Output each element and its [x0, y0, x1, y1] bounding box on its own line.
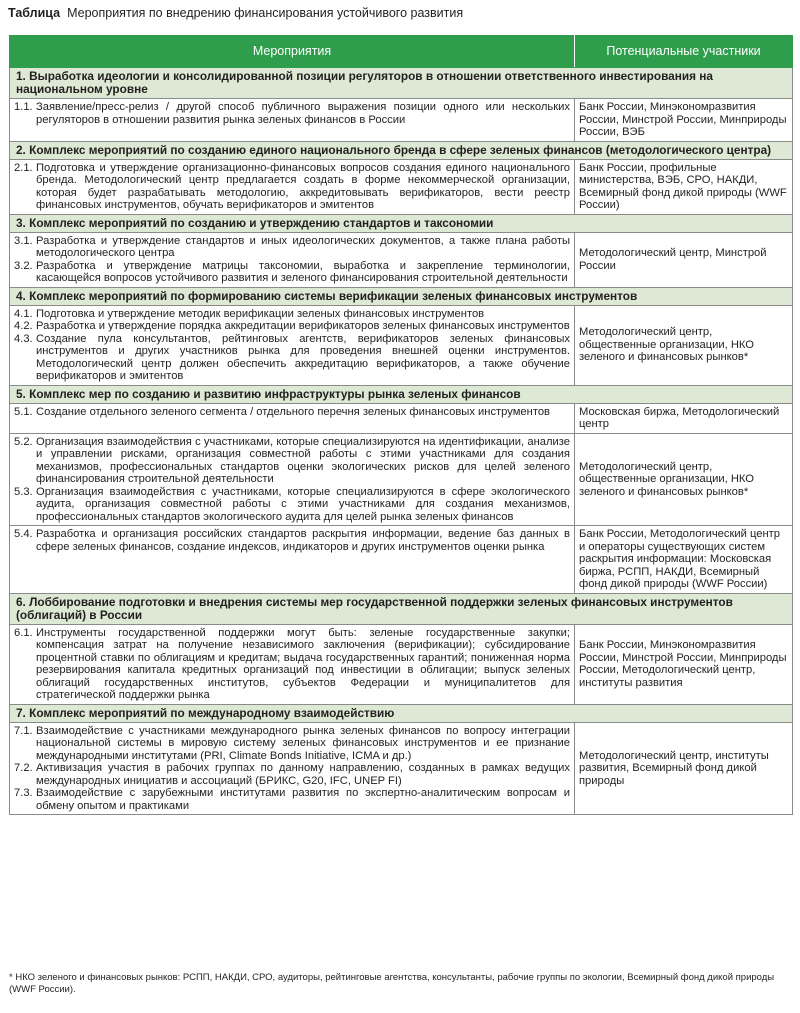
section-title: 6. Лоббирование подготовки и внедрения системы мер государственной поддержки зеленых финансовых инструментов (облигаций) в России — [10, 593, 793, 624]
measure-item — [14, 725, 570, 763]
section-title: 5. Комплекс мер по созданию и развитию инфраструктуры рынка зеленых финансов — [10, 385, 793, 403]
measure-number: 6.1. — [14, 626, 33, 639]
measure-text: Подготовка и утверждение организационно-финансовых вопросов создания единого национального бренда. Методологический центр предлагается создать в форме некоммерческой организации, которая будет разрабатывать методологию, аккредитовывать верификаторов, вести реестр финансовых инструментов, обучать верификаторов и эмитентов — [36, 161, 570, 211]
header-participants: Потенциальные участники — [575, 36, 793, 68]
section-row — [10, 704, 793, 722]
measures-cell — [10, 232, 575, 287]
table-header-row — [10, 36, 793, 68]
table-body — [10, 68, 793, 815]
measure-item — [14, 436, 570, 486]
measure-number: 5.3. — [14, 485, 33, 498]
participants-cell: Методологический центр, общественные организации, НКО зеленого и финансовых рынков* — [575, 305, 793, 385]
table-row — [10, 99, 793, 142]
participants-cell: Методологический центр, институты развития, Всемирный фонд дикой природы — [575, 722, 793, 815]
measure-text: Организация взаимодействия с участниками, которые специализируются на идентификации, анализе и управлении рисками, организация совместной работы с этими участниками для создания механизмов, профессиональных стандартов оценки экологических рисков для целей зеленого финансирования строительной деятельности — [36, 435, 570, 485]
measure-number: 4.2. — [14, 320, 33, 332]
measure-number: 7.2. — [14, 762, 33, 774]
participants-cell: Банк России, профильные министерства, ВЭБ, СРО, НАКДИ, Всемирный фонд дикой природы (WWF России) — [575, 159, 793, 214]
measure-text: Разработка и утверждение матрицы таксономии, выработка и закрепление терминологии, касающейся вопросов устойчивого развития и зеленого финансирования строительной деятельности — [36, 259, 570, 284]
measure-number: 2.1. — [14, 161, 33, 174]
measure-number: 4.1. — [14, 307, 33, 320]
measure-item — [14, 235, 570, 260]
section-row — [10, 141, 793, 159]
measure-item — [14, 486, 570, 524]
measure-text: Взаимодействие с зарубежными институтами развития по экспертно-аналитическим вопросам и обмену опытом и практиками — [36, 787, 570, 812]
caption-title: Мероприятия по внедрению финансирования устойчивого развития — [67, 6, 464, 20]
section-title: 7. Комплекс мероприятий по международному взаимодействию — [10, 704, 793, 722]
participants-cell: Банк России, Минэкономразвития России, Минстрой России, Минприроды России, ВЭБ — [575, 99, 793, 142]
measure-number: 3.1. — [14, 234, 33, 247]
measure-text: Подготовка и утверждение методик верификации зеленых финансовых инструментов — [36, 307, 485, 320]
measure-item — [14, 406, 570, 419]
measure-text: Взаимодействие с участниками международного рынка зеленых финансов по вопросу интеграции национальной системы в мировую систему зеленых финансовых инструментов и ее признание международными институтами (PRI, Climate Bonds Initiative, ICMA и др.) — [36, 724, 570, 762]
measure-number: 7.3. — [14, 787, 33, 799]
table-row — [10, 526, 793, 594]
measure-text: Разработка и организация российских стандартов раскрытия информации, ведение баз данных в сфере зеленых финансов, создание индексов, индикаторов и других инструментов оценки рынка — [36, 528, 570, 553]
section-title: 3. Комплекс мероприятий по созданию и утверждению стандартов и таксономии — [10, 214, 793, 232]
measure-text: Активизация участия в рабочих группах по данному направлению, созданных в рамках ведущих международных инициатив и ассоциаций (БРИКС, G20, IFC, UNEP FI) — [36, 762, 570, 787]
measure-text: Создание отдельного зеленого сегмента / отдельного перечня зеленых финансовых инструментов — [36, 405, 550, 418]
measure-number: 3.2. — [14, 259, 33, 272]
measure-number: 1.1. — [14, 101, 33, 113]
measure-item — [14, 308, 570, 321]
participants-cell: Методологический центр, общественные организации, НКО зеленого и финансовых рынков* — [575, 433, 793, 526]
participants-cell: Банк России, Минэкономразвития России, Минстрой России, Минприроды России, Методологический центр, институты развития — [575, 624, 793, 704]
measure-item — [14, 762, 570, 787]
measures-cell — [10, 433, 575, 526]
measure-number: 4.3. — [14, 332, 33, 345]
section-title: 4. Комплекс мероприятий по формированию системы верификации зеленых финансовых инструментов — [10, 287, 793, 305]
caption-label: Таблица — [8, 6, 61, 20]
table-caption — [8, 6, 463, 20]
table-row — [10, 159, 793, 214]
table-row — [10, 403, 793, 433]
section-row — [10, 593, 793, 624]
measure-item — [14, 627, 570, 702]
participants-cell: Методологический центр, Минстрой России — [575, 232, 793, 287]
measures-cell — [10, 99, 575, 142]
measures-cell — [10, 526, 575, 594]
measure-text: Разработка и утверждение стандартов и иных идеологических документов, а также плана работы методологического центра — [36, 234, 570, 259]
measure-number: 5.2. — [14, 435, 33, 448]
measure-item — [14, 260, 570, 285]
measures-cell — [10, 305, 575, 385]
measure-number: 5.4. — [14, 528, 33, 540]
measure-item — [14, 162, 570, 212]
participants-cell: Московская биржа, Методологический центр — [575, 403, 793, 433]
table-row — [10, 624, 793, 704]
measure-item — [14, 320, 570, 333]
section-row — [10, 214, 793, 232]
measure-text: Организация взаимодействия с участниками, которые специализируются в сфере экологического аудита, организация совместной работы с этими участниками для создания механизмов, профессиональных стандартов экологического аудита для целей рынка зеленых финансов — [36, 485, 570, 523]
section-row — [10, 287, 793, 305]
section-title: 1. Выработка идеологии и консолидированной позиции регуляторов в отношении ответственного инвестирования на национальном уровне — [10, 68, 793, 99]
footnote: * НКО зеленого и финансовых рынков: РСПП, НАКДИ, СРО, аудиторы, рейтинговые агентства, консультанты, рабочие группы по экологии, Всемирный фонд дикой природы (WWF России). — [9, 972, 775, 995]
measure-text: Создание пула консультантов, рейтинговых агентств, верификаторов зеленых финансовых инструментов и других участников рынка для проведения внешней оценки инструментов. Методологический центр должен обеспечить аккредитацию верификаторов, а также обучение верификаторов и эмитентов — [36, 332, 570, 382]
measure-number: 7.1. — [14, 724, 33, 737]
measures-cell — [10, 624, 575, 704]
measure-item — [14, 333, 570, 383]
measures-cell — [10, 722, 575, 815]
table-row — [10, 305, 793, 385]
section-title: 2. Комплекс мероприятий по созданию единого национального бренда в сфере зеленых финансов (методологического центра) — [10, 141, 793, 159]
section-row — [10, 385, 793, 403]
measure-text: Разработка и утверждение порядка аккредитации верификаторов зеленых финансовых инструментов — [36, 320, 570, 332]
header-measures: Мероприятия — [10, 36, 575, 68]
measures-cell — [10, 159, 575, 214]
measure-item — [14, 787, 570, 812]
measure-text: Заявление/пресс-релиз / другой способ публичного выражения позиции одного или нескольких регуляторов в отношении развития рынка зеленых финансов в России — [36, 101, 570, 126]
section-row — [10, 68, 793, 99]
table-row — [10, 722, 793, 815]
participants-cell: Банк России, Методологический центр и операторы существующих систем раскрытия информации: Московская биржа, РСПП, НАКДИ, Всемирный фонд дикой природы (WWF России) — [575, 526, 793, 594]
measures-cell — [10, 403, 575, 433]
table-row — [10, 433, 793, 526]
measure-number: 5.1. — [14, 405, 33, 418]
measure-text: Инструменты государственной поддержки могут быть: зеленые государственные закупки; компенсация затрат на получение независимого заключения (верификации); субсидирование процентной ставки по облигациям и кредитам; выдача государственных гарантий; пониженная норма резервирования капитала кредитных организаций под инвестиции в облигации; выпуск зеленых облигаций государственных институтов, субъектов Федерации и муниципалитетов для стратегической поддержки рынка — [36, 626, 570, 701]
measure-item — [14, 101, 570, 126]
table-row — [10, 232, 793, 287]
measures-table — [9, 35, 793, 815]
measure-item — [14, 528, 570, 553]
